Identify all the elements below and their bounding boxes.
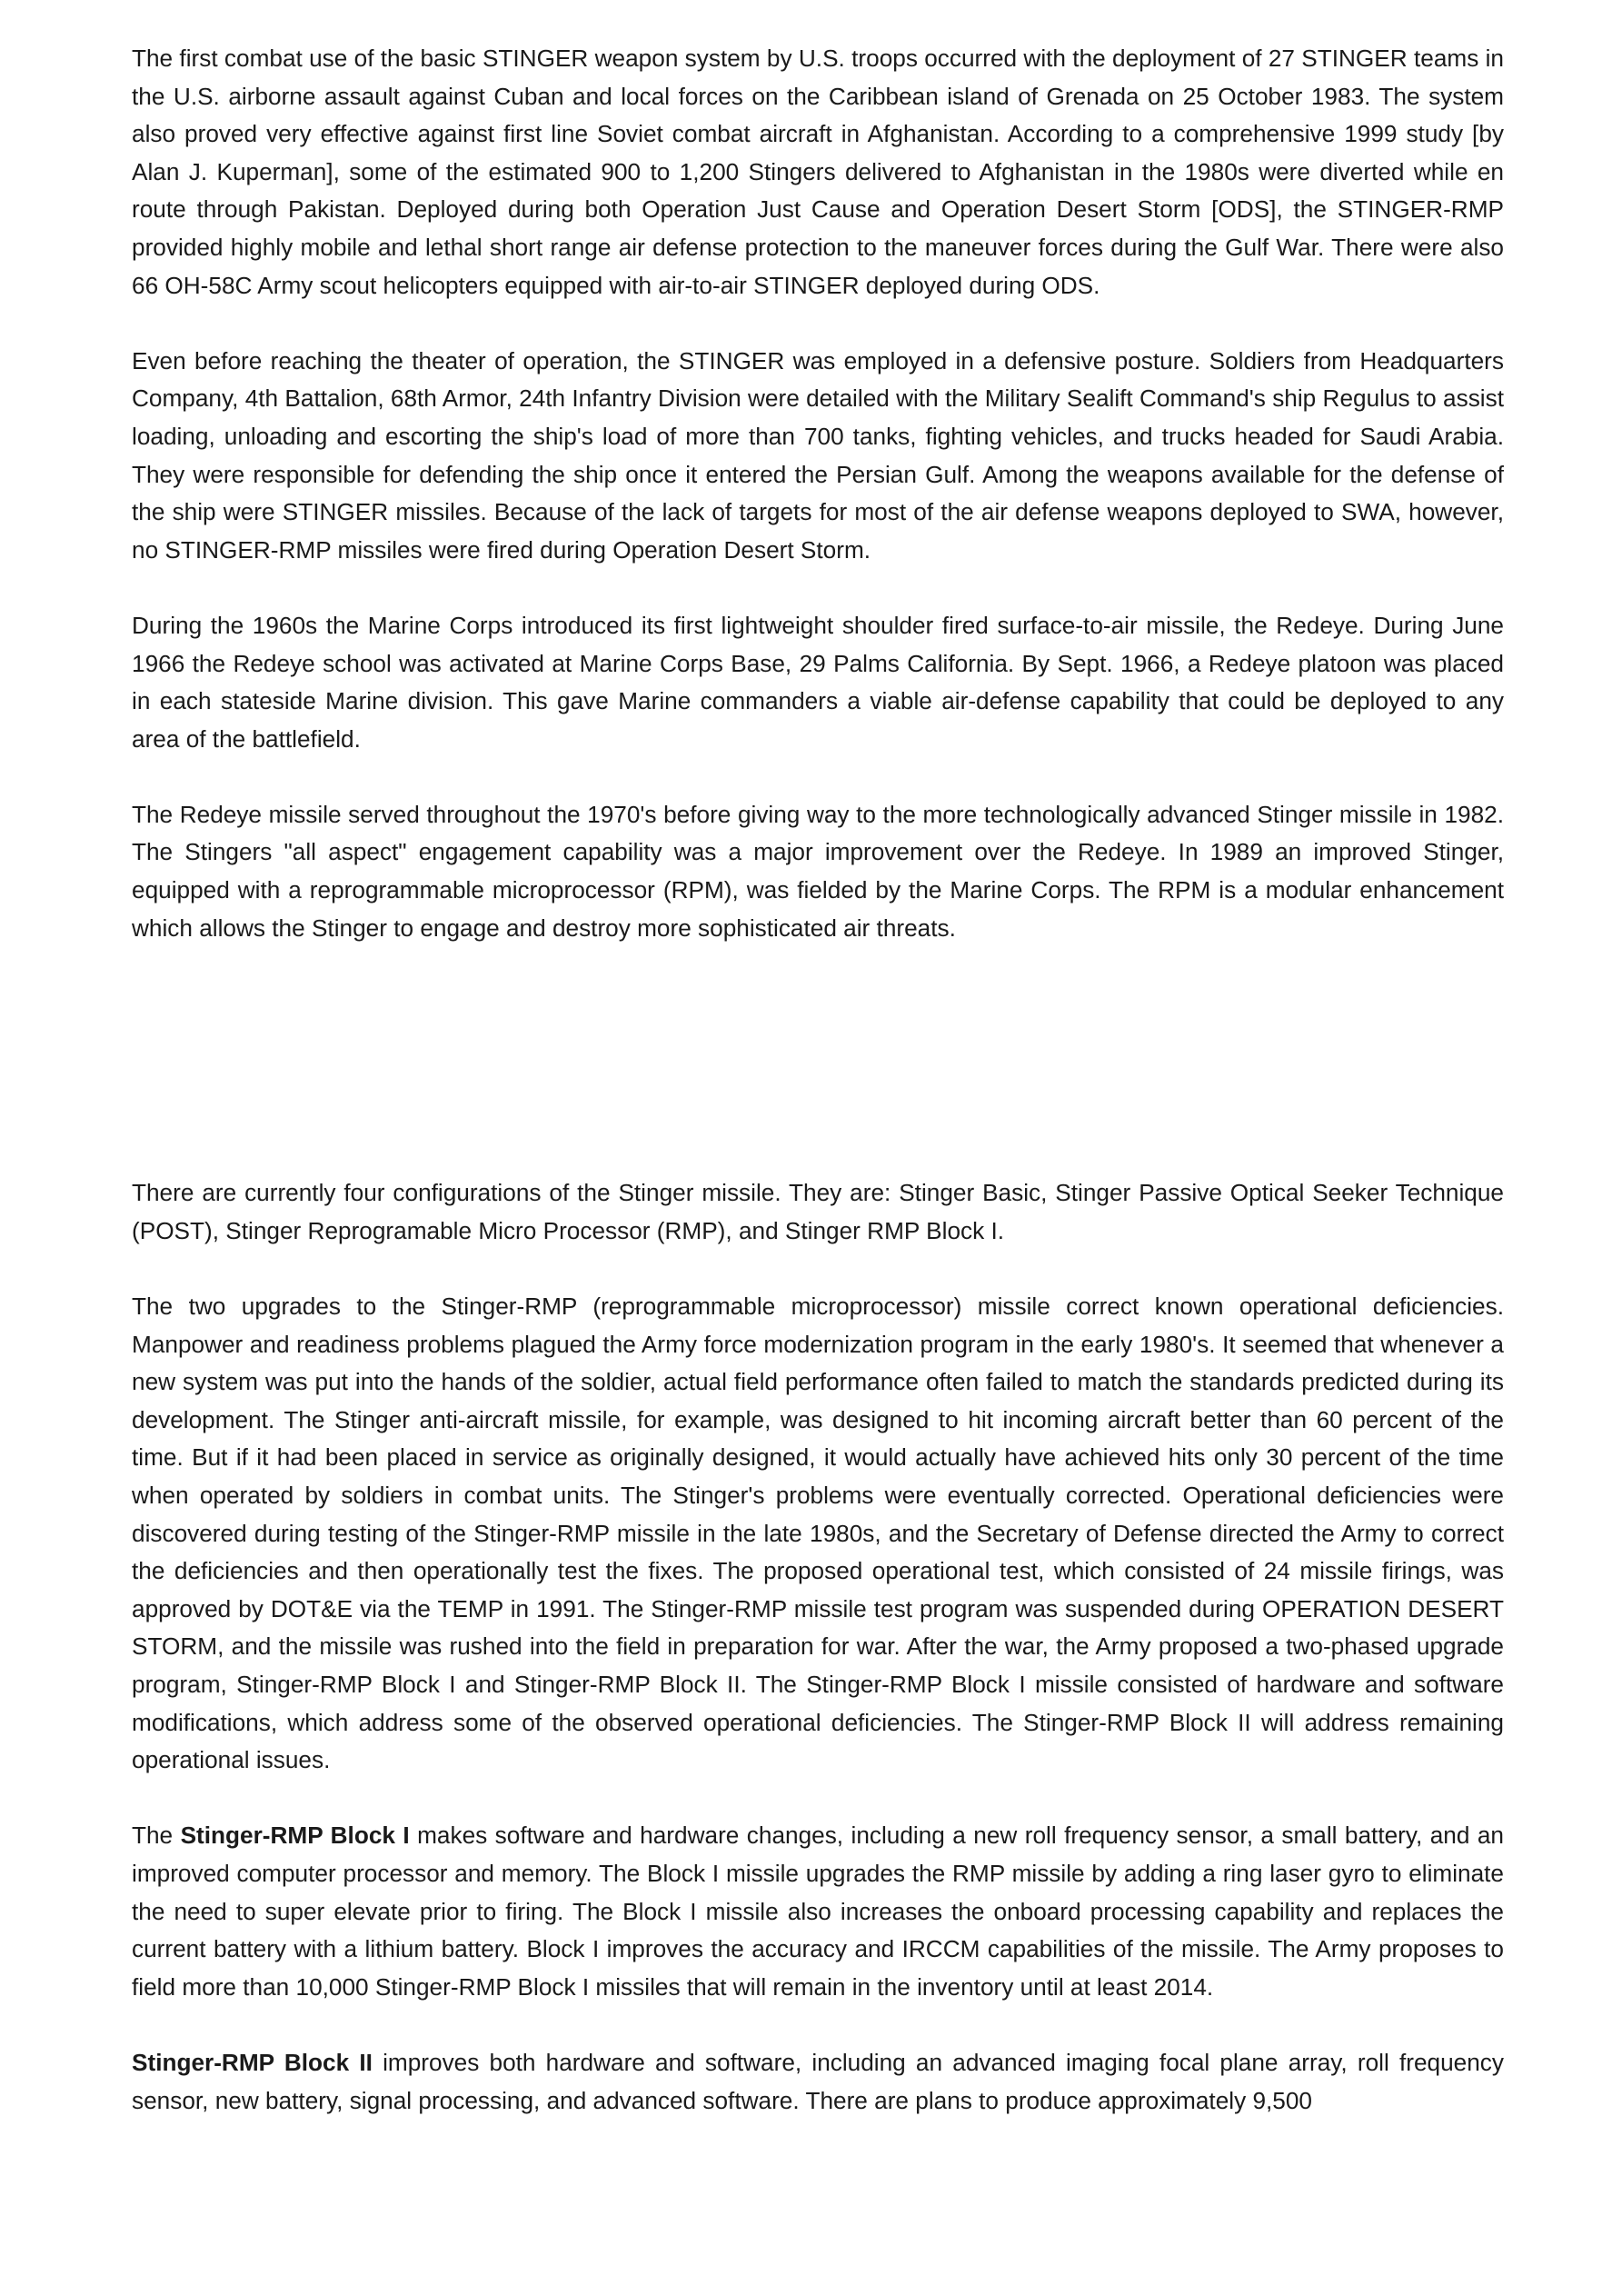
paragraph-block-i [132, 1817, 1504, 2006]
paragraph-redeye-to-stinger: The Redeye missile served throughout the 1970's before giving way to the more technologically advanced Stinger missile in 1982. The Stingers "all aspect" engagement capability was a major improvement over the Redeye. In 1989 an improved Stinger, equipped with a reprogrammable microprocessor (RPM), was fielded by the Marine Corps. The RPM is a modular enhancement which allows the Stinger to engage and destroy more sophisticated air threats. [132, 800, 1504, 942]
paragraph-grenada-afghanistan-ods: The first combat use of the basic STINGER weapon system by U.S. troops occurred with the deployment of 27 STINGER teams in the U.S. airborne assault against Cuban and local forces on the Caribbean island of Grenada on 25 October 1983. The system also proved very effective against first line Soviet combat aircraft in Afghanistan. According to a comprehensive 1999 study [by Alan J. Kuperman], some of the estimated 900 to 1,200 Stingers delivered to Afghanistan in the 1980s were diverted while en route through Pakistan. Deployed during both Operation Just Cause and Operation Desert Storm [ODS], the STINGER-RMP provided highly mobile and lethal short range air defense protection to the maneuver forces during the Gulf War. There were also 66 OH-58C Army scout helicopters equipped with air-to-air STINGER deployed during ODS. [132, 45, 1504, 299]
block-i-prefix: The [132, 1822, 181, 1850]
paragraph-stinger-configurations: There are currently four configurations of the Stinger missile. They are: Stinger Basic, Stinger Passive Optical Seeker Technique (POST), Stinger Reprogramable Micro Processor (RMP), and Stinger RMP Block I. [132, 1179, 1504, 1244]
paragraph-marine-redeye: During the 1960s the Marine Corps introduced its first lightweight shoulder fired surface-to-air missile, the Redeye. During June 1966 the Redeye school was activated at Marine Corps Base, 29 Palms California. By Sept. 1966, a Redeye platoon was placed in each stateside Marine division. This gave Marine commanders a viable air-defense capability that could be deployed to any area of the battlefield. [132, 611, 1504, 753]
block-ii-text: improves both hardware and software, including an advanced imaging focal plane array, roll frequency sensor, new battery, signal processing, and advanced software. There are plans to produce approximately 9,500 [132, 2048, 1504, 2114]
paragraph-ship-regulus-defense: Even before reaching the theater of operation, the STINGER was employed in a defensive posture. Soldiers from Headquarters Company, 4th Battalion, 68th Armor, 24th Infantry Division were detailed with the Military Sealift Command's ship Regulus to assist loading, unloading and escorting the ship's load of more than 700 tanks, fighting vehicles, and trucks headed for Saudi Arabia. They were responsible for defending the ship once it entered the Persian Gulf. Among the weapons available for the defense of the ship were STINGER missiles. Because of the lack of targets for most of the air defense weapons deployed to SWA, however, no STINGER-RMP missiles were fired during Operation Desert Storm. [132, 346, 1504, 564]
block-i-text: makes software and hardware changes, including a new roll frequency sensor, a small battery, and an improved computer processor and memory. The Block I missile upgrades the RMP missile by adding a ring laser gyro to eliminate the need to super elevate prior to firing. The Block I missile also increases the onboard processing capability and replaces the current battery with a lithium battery. Block I improves the accuracy and IRCCM capabilities of the missile. The Army proposes to field more than 10,000 Stinger-RMP Block I missiles that will remain in the inventory until at least 2014. [132, 1822, 1504, 2001]
document-page [132, 40, 1504, 2120]
block-i-heading: Stinger-RMP Block I [180, 1822, 410, 1850]
paragraph-block-ii [132, 2044, 1504, 2120]
paragraph-rmp-upgrades: The two upgrades to the Stinger-RMP (reprogrammable microprocessor) missile correct known operational deficiencies. Manpower and readiness problems plagued the Army force modernization program in the early 1980's. It seemed that whenever a new system was put into the hands of the soldier, actual field performance often failed to match the standards predicted during its development. The Stinger anti-aircraft missile, for example, was designed to hit incoming aircraft better than 60 percent of the time. But if it had been placed in service as originally designed, it would actually have achieved hits only 30 percent of the time when operated by soldiers in combat units. The Stinger's problems were eventually corrected. Operational deficiencies were discovered during testing of the Stinger-RMP missile in the late 1980s, and the Secretary of Defense directed the Army to correct the deficiencies and then operationally test the fixes. The proposed operational test, which consisted of 24 missile firings, was approved by DOT&E via the TEMP in 1991. The Stinger-RMP missile test program was suspended during OPERATION DESERT STORM, and the missile was rushed into the field in preparation for war. After the war, the Army proposed a two-phased upgrade program, Stinger-RMP Block I and Stinger-RMP Block II. The Stinger-RMP Block I missile consisted of hardware and software modifications, which address some of the observed operational deficiencies. The Stinger-RMP Block II will address remaining operational issues. [132, 1293, 1504, 1774]
block-ii-heading: Stinger-RMP Block II [132, 2048, 373, 2076]
